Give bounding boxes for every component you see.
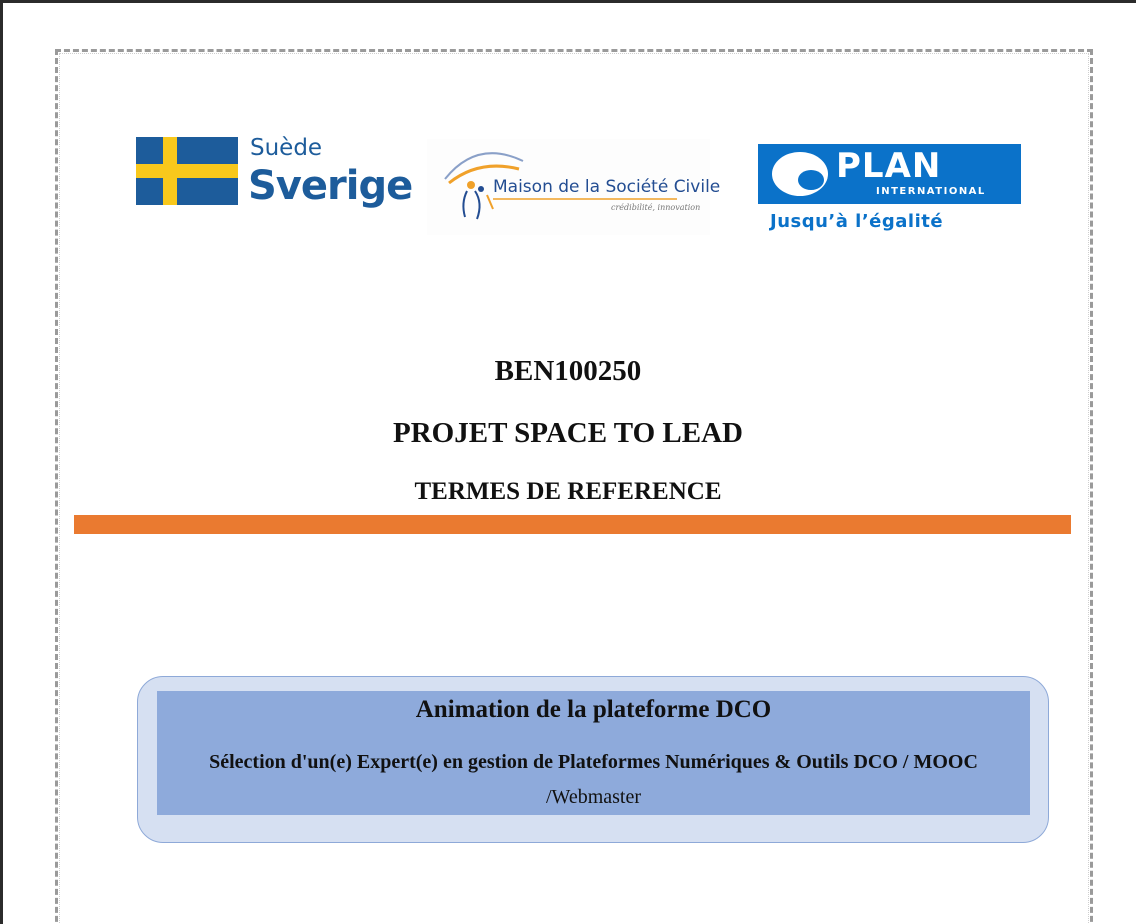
sweden-logo-line2: Sverige [248,163,413,209]
plan-logo-word: PLAN [836,146,942,186]
banner-subtitle: Sélection d'un(e) Expert(e) en gestion de Plateformes Numériques & Outils DCO / MOOC [209,751,978,773]
plan-globe-icon [772,152,828,196]
sweden-logo-line1: Suède [250,135,323,161]
plan-international-logo [752,141,1030,238]
sweden-logo [136,135,413,217]
plan-logo-slogan: Jusqu’à l’égalité [770,211,944,232]
maison-societe-civile-logo [427,139,721,235]
plan-logo-sub: INTERNATIONAL [876,186,986,197]
document-reference: BEN100250 [494,355,642,387]
orange-divider [74,515,1071,534]
document-type: TERMES DE REFERENCE [414,478,722,505]
swedish-flag-icon [136,137,238,205]
banner-subtitle-continuation: /Webmaster [545,786,642,808]
project-title: PROJET SPACE TO LEAD [393,417,743,449]
banner-title: Animation de la plateforme DCO [415,696,772,723]
plan-logo-box [758,144,1021,204]
maison-logo-tagline: crédibilité, innovation [611,203,701,212]
maison-logo-name: Maison de la Société Civile [493,177,721,197]
